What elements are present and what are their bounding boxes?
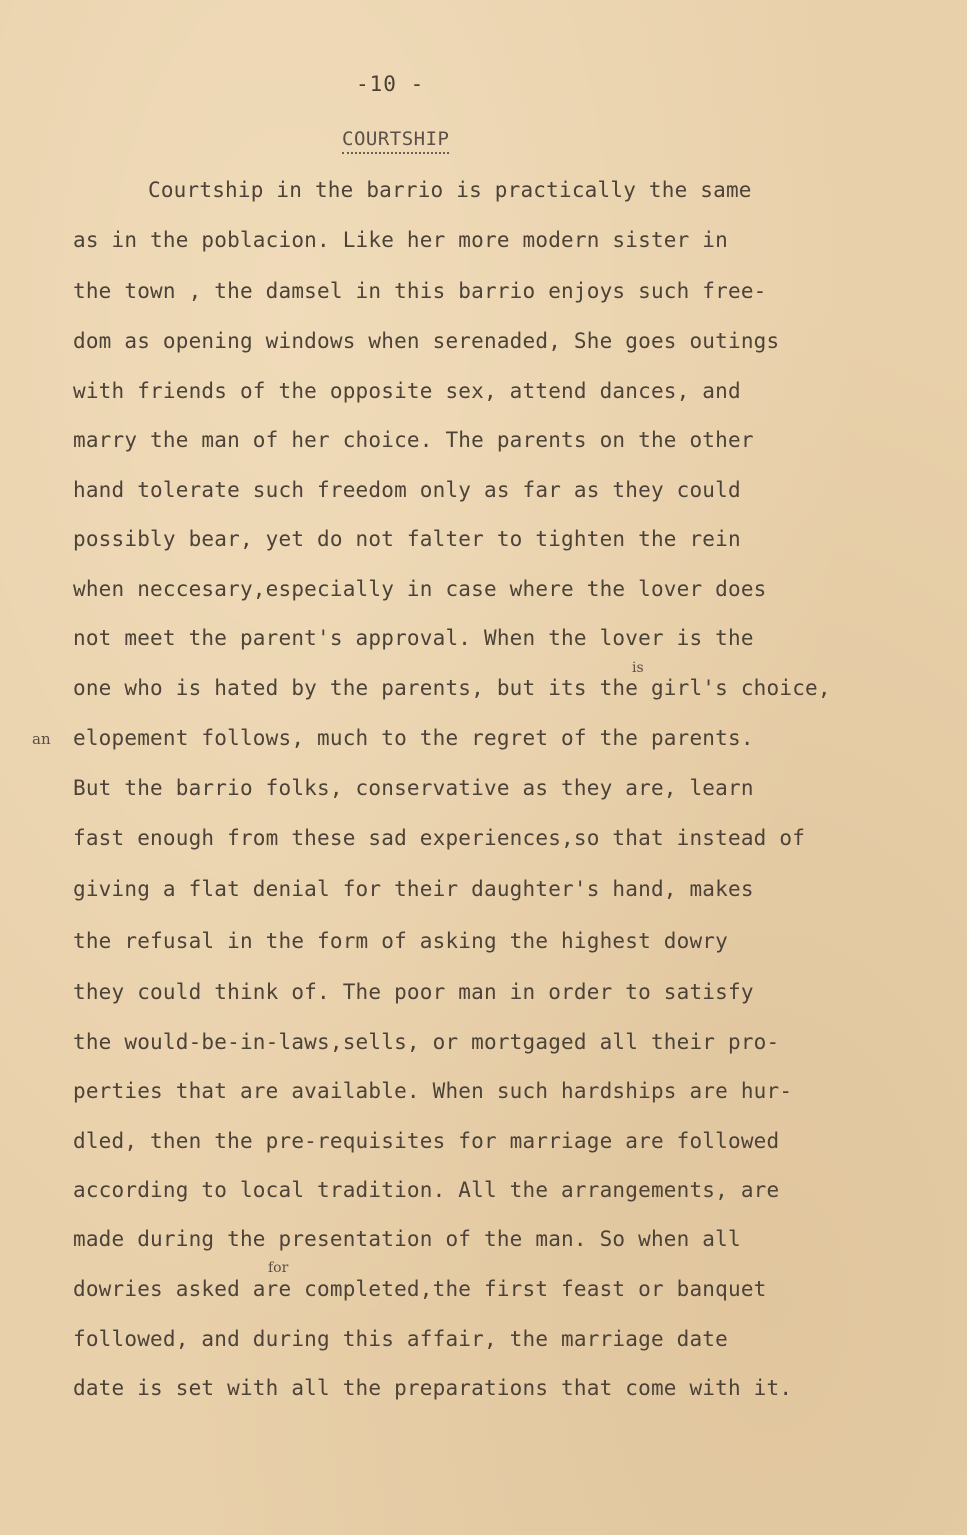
text-line-18: the would-be-in-laws,sells, or mortgaged all their pro- bbox=[73, 1030, 780, 1054]
text-line-19: perties that are available. When such hardships are hur- bbox=[73, 1079, 793, 1103]
margin-note: an bbox=[32, 730, 51, 748]
text-line-7: hand tolerate such freedom only as far as they could bbox=[73, 478, 741, 502]
text-line-14: fast enough from these sad experiences,so that instead of bbox=[73, 826, 806, 850]
section-heading: COURTSHIP bbox=[342, 128, 449, 154]
text-line-10: not meet the parent's approval. When the lover is the bbox=[73, 626, 754, 650]
text-line-21: according to local tradition. All the arrangements, are bbox=[73, 1178, 780, 1202]
text-line-4: dom as opening windows when serenaded, She goes outings bbox=[73, 329, 780, 353]
text-line-1: Courtship in the barrio is practically the same bbox=[148, 178, 752, 202]
text-line-12: elopement follows, much to the regret of the parents. bbox=[73, 726, 754, 750]
text-line-6: marry the man of her choice. The parents on the other bbox=[73, 428, 754, 452]
text-line-5: with friends of the opposite sex, attend dances, and bbox=[73, 379, 741, 403]
interlinear-correction-is: is bbox=[632, 660, 644, 676]
text-line-25: date is set with all the preparations that come with it. bbox=[73, 1376, 793, 1400]
text-line-13: But the barrio folks, conservative as they are, learn bbox=[73, 776, 754, 800]
text-line-22: made during the presentation of the man. So when all bbox=[73, 1227, 741, 1251]
page-number: -10 - bbox=[356, 72, 425, 96]
text-line-2: as in the poblacion. Like her more modern sister in bbox=[73, 228, 728, 252]
text-line-24: followed, and during this affair, the marriage date bbox=[73, 1327, 728, 1351]
text-line-20: dled, then the pre-requisites for marriage are followed bbox=[73, 1129, 780, 1153]
text-line-16: the refusal in the form of asking the highest dowry bbox=[73, 929, 728, 953]
text-line-15: giving a flat denial for their daughter's hand, makes bbox=[73, 877, 754, 901]
text-line-3: the town , the damsel in this barrio enjoys such free- bbox=[73, 279, 767, 303]
text-line-23: dowries asked are completed,the first feast or banquet bbox=[73, 1277, 767, 1301]
text-line-11: one who is hated by the parents, but its the girl's choice, bbox=[73, 676, 831, 700]
text-line-8: possibly bear, yet do not falter to tighten the rein bbox=[73, 527, 741, 551]
text-line-17: they could think of. The poor man in order to satisfy bbox=[73, 980, 754, 1004]
text-line-9: when neccesary,especially in case where the lover does bbox=[73, 577, 767, 601]
interlinear-correction-for: for bbox=[268, 1260, 289, 1276]
